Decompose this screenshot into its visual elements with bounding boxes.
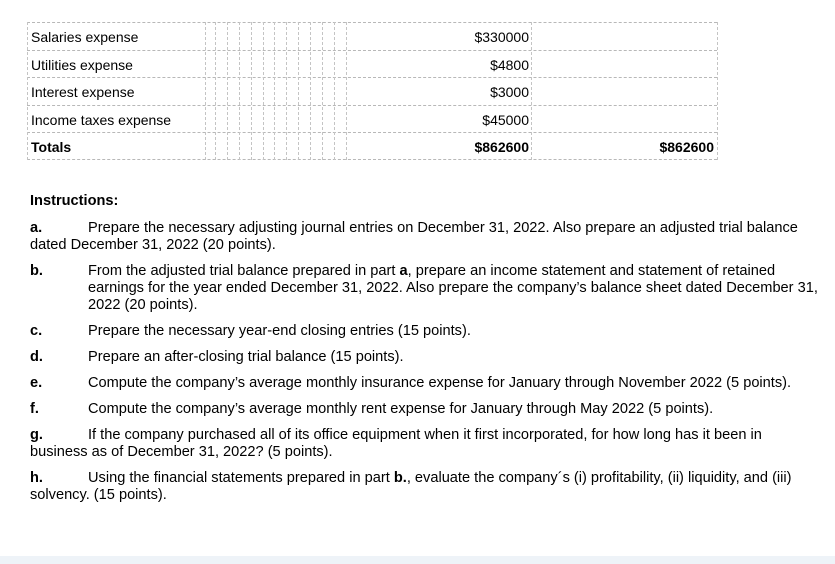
instruction-item-f bbox=[30, 401, 820, 418]
table-row bbox=[27, 105, 717, 133]
grid-line bbox=[227, 22, 228, 160]
instruction-item-g bbox=[30, 427, 820, 461]
grid-line bbox=[531, 22, 532, 160]
grid-line bbox=[334, 22, 335, 160]
debit-amount: $3000 bbox=[490, 84, 529, 100]
grid-line bbox=[274, 22, 275, 160]
grid-line bbox=[310, 22, 311, 160]
grid-line bbox=[298, 22, 299, 160]
page-bottom-strip bbox=[0, 556, 835, 564]
instructions-title: Instructions: bbox=[30, 193, 119, 209]
item-label: e. bbox=[30, 375, 43, 391]
table-row bbox=[27, 22, 717, 50]
grid-line bbox=[205, 22, 206, 160]
item-text: , prepare an income statement and statement of retained earnings for the year ended December 31, 2022. Also prepare the company’s balance sheet dated December 31, 2022 (20 points). bbox=[88, 263, 818, 313]
item-label: f. bbox=[30, 401, 39, 417]
item-label: b. bbox=[30, 263, 43, 279]
instruction-item-h bbox=[30, 470, 820, 504]
item-text: Prepare the necessary adjusting journal entries on December 31, 2022. Also prepare an adjusted trial balance dated December 31, 2022 (20 points). bbox=[30, 220, 798, 253]
trial-balance-table bbox=[27, 22, 717, 160]
item-label: c. bbox=[30, 323, 43, 339]
instructions-section bbox=[30, 193, 820, 513]
debit-amount: $330000 bbox=[474, 29, 529, 45]
grid-line bbox=[322, 22, 323, 160]
instruction-item-b bbox=[30, 263, 820, 314]
item-text: From the adjusted trial balance prepared in part bbox=[88, 263, 400, 279]
grid-line bbox=[215, 22, 216, 160]
totals-row bbox=[27, 132, 717, 160]
instruction-item-a bbox=[30, 220, 820, 254]
totals-credit: $862600 bbox=[659, 139, 714, 155]
debit-amount: $4800 bbox=[490, 56, 529, 73]
grid-line bbox=[27, 22, 28, 160]
item-text: Compute the company’s average monthly rent expense for January through May 2022 (5 points). bbox=[88, 401, 714, 417]
item-text: , evaluate the company´s (i) profitability, (ii) liquidity, and (iii) solvency. (15 points). bbox=[30, 470, 792, 503]
debit-amount: $45000 bbox=[482, 111, 529, 128]
instruction-item-d bbox=[30, 349, 820, 366]
item-label: d. bbox=[30, 349, 43, 365]
table-row bbox=[27, 77, 717, 105]
item-label: h. bbox=[30, 470, 43, 486]
account-name: Salaries expense bbox=[31, 29, 139, 45]
totals-debit: $862600 bbox=[474, 139, 529, 155]
grid-line bbox=[286, 22, 287, 160]
grid-line bbox=[263, 22, 264, 160]
account-name: Interest expense bbox=[31, 84, 135, 100]
item-text: Prepare an after-closing trial balance (15 points). bbox=[88, 349, 404, 365]
totals-label: Totals bbox=[31, 139, 72, 155]
item-label: g. bbox=[30, 427, 43, 443]
item-text: Compute the company’s average monthly insurance expense for January through November 2022 (5 points). bbox=[88, 375, 792, 391]
item-text: Using the financial statements prepared in part bbox=[88, 470, 394, 486]
item-text: Prepare the necessary year-end closing entries (15 points). bbox=[88, 323, 471, 339]
item-text-bold: b. bbox=[393, 470, 407, 486]
item-label: a. bbox=[30, 220, 43, 236]
grid-line bbox=[717, 22, 718, 160]
item-text-bold: a bbox=[399, 263, 408, 279]
item-text: If the company purchased all of its office equipment when it first incorporated, for how long has it been in business as of December 31, 2022? (5 points). bbox=[30, 427, 762, 460]
account-name: Utilities expense bbox=[31, 56, 133, 73]
grid-line bbox=[251, 22, 252, 160]
instruction-item-c bbox=[30, 323, 820, 340]
table-row bbox=[27, 50, 717, 78]
grid-line bbox=[239, 22, 240, 160]
account-name: Income taxes expense bbox=[31, 111, 172, 128]
instruction-item-e bbox=[30, 375, 820, 392]
grid-line bbox=[346, 22, 347, 160]
